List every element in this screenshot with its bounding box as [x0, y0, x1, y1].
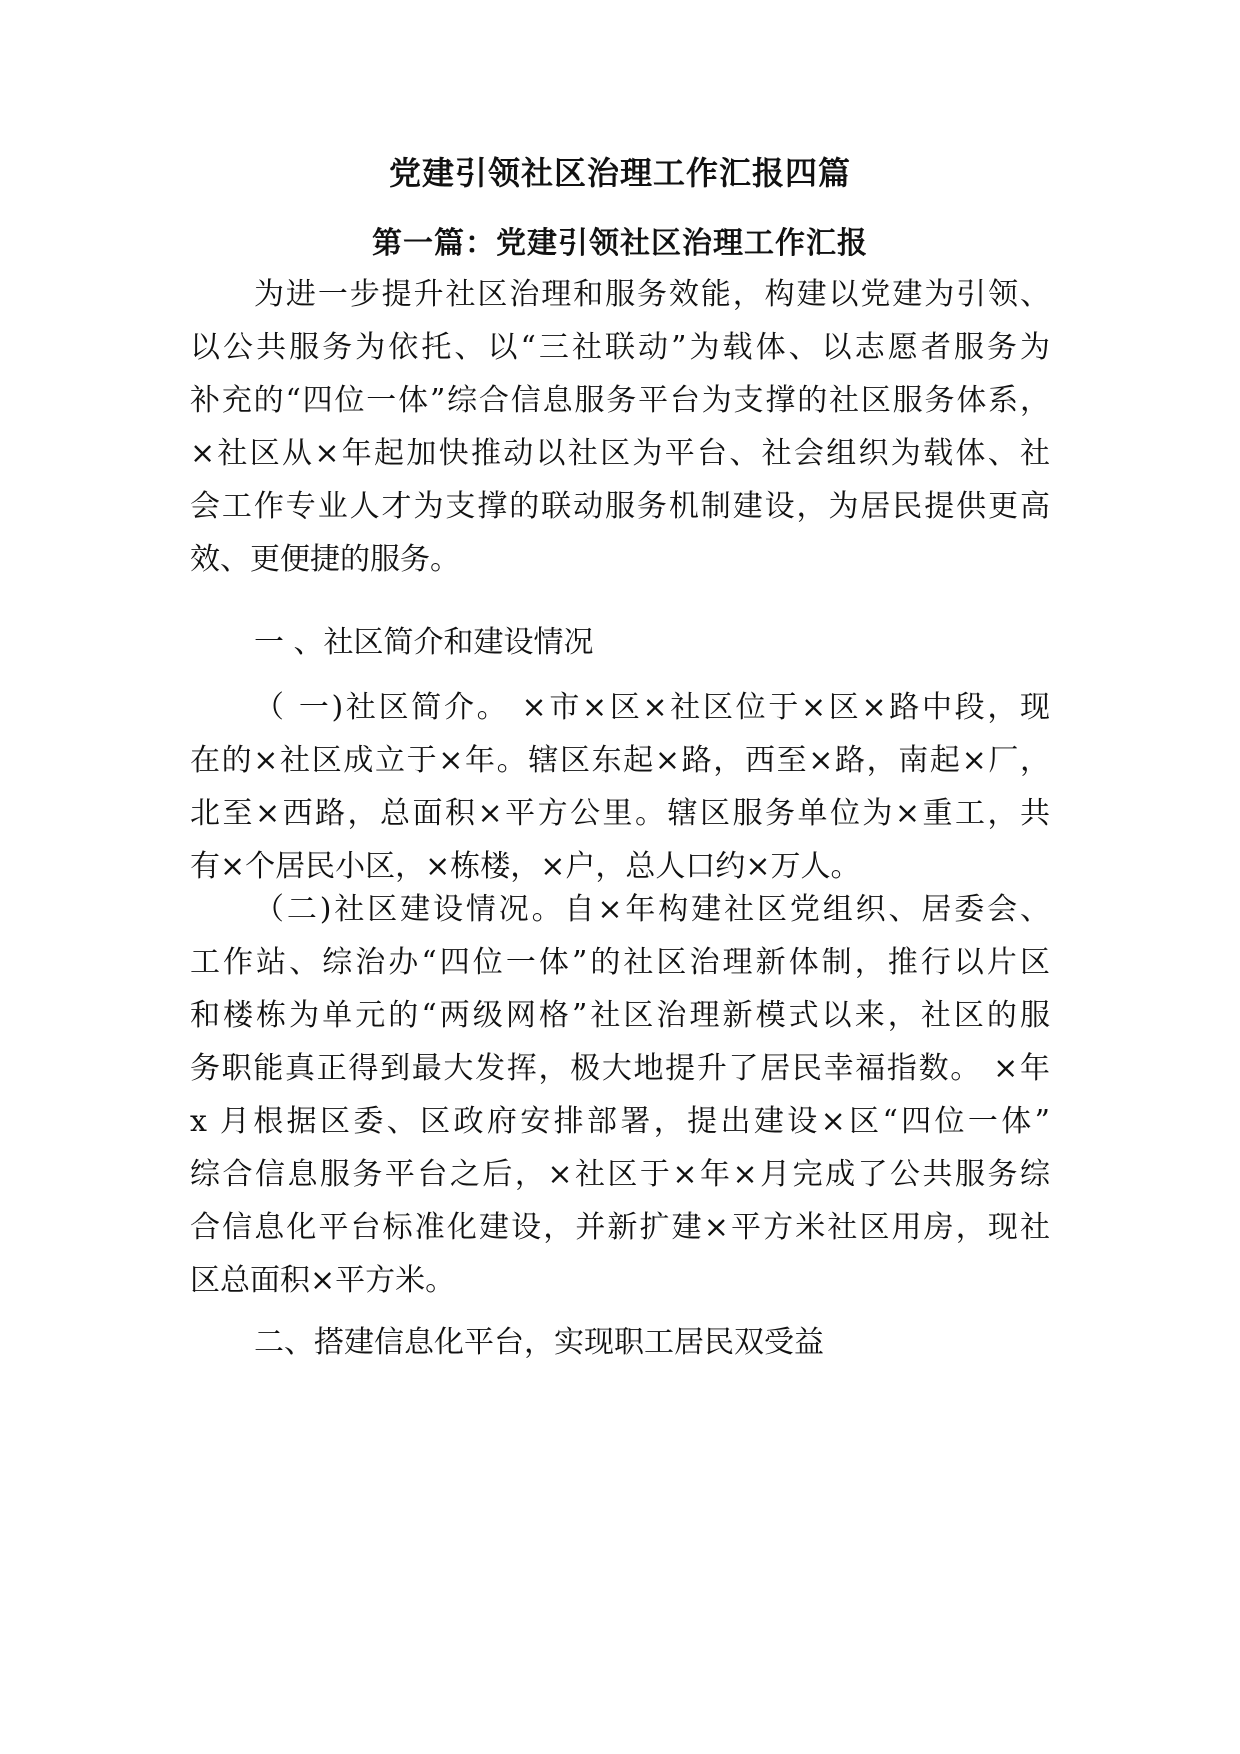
text-line: 一 、社区简介和建设情况 [254, 625, 594, 660]
text-line: 务职能真正得到最大发挥，极大地提升了居民幸福指数。 ×年 [190, 1051, 1050, 1086]
text-line: 和楼栋为单元的“两级网格”社区治理新模式以来，社区的服 [190, 998, 1050, 1033]
text-line: 以公共服务为依托、以“三社联动”为载体、以志愿者服务为 [190, 330, 1050, 365]
section-heading-1 [190, 616, 1050, 669]
text-line: 二、搭建信息化平台，实现职工居民双受益 [254, 1325, 824, 1360]
text-line: 合信息化平台标准化建设，并新扩建×平方米社区用房，现社 [190, 1210, 1050, 1245]
text-line: ×社区从×年起加快推动以社区为平台、社会组织为载体、社 [190, 436, 1050, 471]
text-line: 综合信息服务平台之后，×社区于×年×月完成了公共服务综 [190, 1157, 1050, 1192]
text-line: 效、更便捷的服务。 [190, 542, 460, 577]
paragraph-community-intro [190, 681, 1050, 893]
text-line: 北至×西路，总面积×平方公里。辖区服务单位为×重工，共 [190, 796, 1050, 831]
text-line: （二)社区建设情况。自×年构建社区党组织、居委会、 [254, 892, 1050, 927]
paragraph-intro [190, 268, 1050, 586]
text-line: 有×个居民小区，×栋楼，×户，总人口约×万人。 [190, 849, 861, 884]
paragraph-community-construction [190, 883, 1050, 1307]
text-line: 补充的“四位一体”综合信息服务平台为支撑的社区服务体系， [190, 383, 1050, 418]
text-line: 工作站、综治办“四位一体”的社区治理新体制，推行以片区 [190, 945, 1050, 980]
text-line: （ 一)社区简介。 ×市×区×社区位于×区×路中段，现 [254, 690, 1050, 725]
document-title: 党建引领社区治理工作汇报四篇 [388, 154, 851, 192]
text-line: 会工作专业人才为支撑的联动服务机制建设，为居民提供更高 [190, 489, 1050, 524]
document-subtitle: 第一篇：党建引领社区治理工作汇报 [372, 226, 868, 261]
text-line: x 月根据区委、区政府安排部署，提出建设×区“四位一体” [190, 1104, 1050, 1139]
text-line: 为进一步提升社区治理和服务效能，构建以党建为引领、 [254, 277, 1050, 312]
section-heading-2 [190, 1316, 1050, 1369]
text-line: 在的×社区成立于×年。辖区东起×路，西至×路，南起×厂， [190, 743, 1050, 778]
text-line: 区总面积×平方米。 [190, 1263, 456, 1298]
